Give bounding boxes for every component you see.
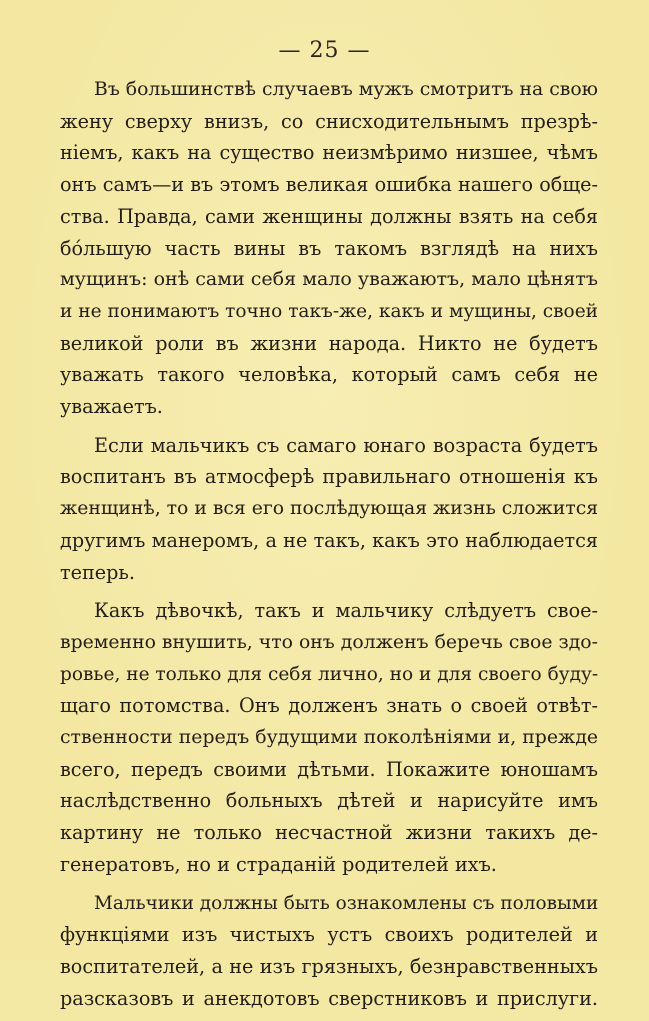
text-line: другимъ манеромъ, а не такъ, какъ это наблюдается bbox=[60, 528, 598, 552]
text-line: разсказовъ и анекдотовъ сверстниковъ и прислуги. bbox=[60, 986, 598, 1010]
text-line: всего, передъ своими дѣтьми. Покажите юношамъ bbox=[60, 757, 598, 781]
text-line: уважаетъ. bbox=[60, 395, 163, 419]
text-line: женщинѣ, то и вся его послѣдующая жизнь сложится bbox=[60, 498, 599, 520]
text-line: наслѣдственно больныхъ дѣтей и нарисуйте имъ bbox=[60, 789, 598, 813]
text-line: теперь. bbox=[60, 560, 135, 584]
text-line: великой роли въ жизни народа. Никто не будетъ bbox=[60, 331, 598, 355]
text-line: мущинъ: онѣ сами себя мало уважаютъ, мало цѣнятъ bbox=[60, 268, 598, 291]
body-text bbox=[60, 74, 598, 1021]
text-line: онъ самъ—и въ этомъ великая ошибка нашего обще- bbox=[60, 173, 598, 197]
text-line: ровье, не только для себя лично, но и для своего буду- bbox=[60, 663, 599, 685]
text-line: Если мальчикъ съ самаго юнаго возраста будетъ bbox=[94, 433, 598, 457]
text-line: воспитателей, а не изъ грязныхъ, безнравственныхъ bbox=[60, 954, 598, 978]
paragraph-3 bbox=[60, 595, 598, 880]
paragraph-2 bbox=[60, 430, 598, 589]
page-number: — 25 — bbox=[278, 38, 371, 63]
text-line: ственности передъ будущими поколѣніями и, прежде bbox=[60, 727, 599, 749]
text-line: Мальчики должны быть ознакомлены съ половыми bbox=[94, 892, 599, 914]
text-line: щаго потомства. Онъ долженъ знать о своей отвѣт- bbox=[60, 694, 598, 718]
text-line: Въ большинствѣ случаевъ мужъ смотритъ на свою bbox=[94, 79, 598, 100]
paragraph-1 bbox=[60, 74, 598, 423]
text-line: ніемъ, какъ на существо неизмѣримо низшее, чѣмъ bbox=[60, 141, 598, 165]
text-line: временно внушить, что онъ долженъ беречь свое здо- bbox=[60, 631, 598, 653]
text-line: уважать такого человѣка, который самъ себя не bbox=[60, 363, 598, 387]
text-line: Какъ дѣвочкѣ, такъ и мальчику слѣдуетъ свое- bbox=[94, 599, 598, 623]
text-line: жену сверху внизъ, со снисходительнымъ презрѣ- bbox=[60, 109, 598, 133]
text-line: и не понимаютъ точно такъ-же, какъ и мущины, своей bbox=[60, 300, 598, 322]
text-line: картину не только несчастной жизни такихъ де- bbox=[60, 821, 598, 845]
text-line: ства. Правда, сами женщины должны взять на себя bbox=[60, 204, 598, 228]
text-line: генератовъ, но и страданій родителей ихъ. bbox=[60, 852, 497, 876]
text-line: воспитанъ въ атмосферѣ правильнаго отношенія къ bbox=[60, 465, 598, 489]
text-line: функціями изъ чистыхъ устъ своихъ родителей и bbox=[60, 923, 598, 947]
paragraph-4 bbox=[60, 888, 598, 1015]
text-line: бо́льшую часть вины въ такомъ взглядѣ на нихъ bbox=[60, 236, 598, 260]
